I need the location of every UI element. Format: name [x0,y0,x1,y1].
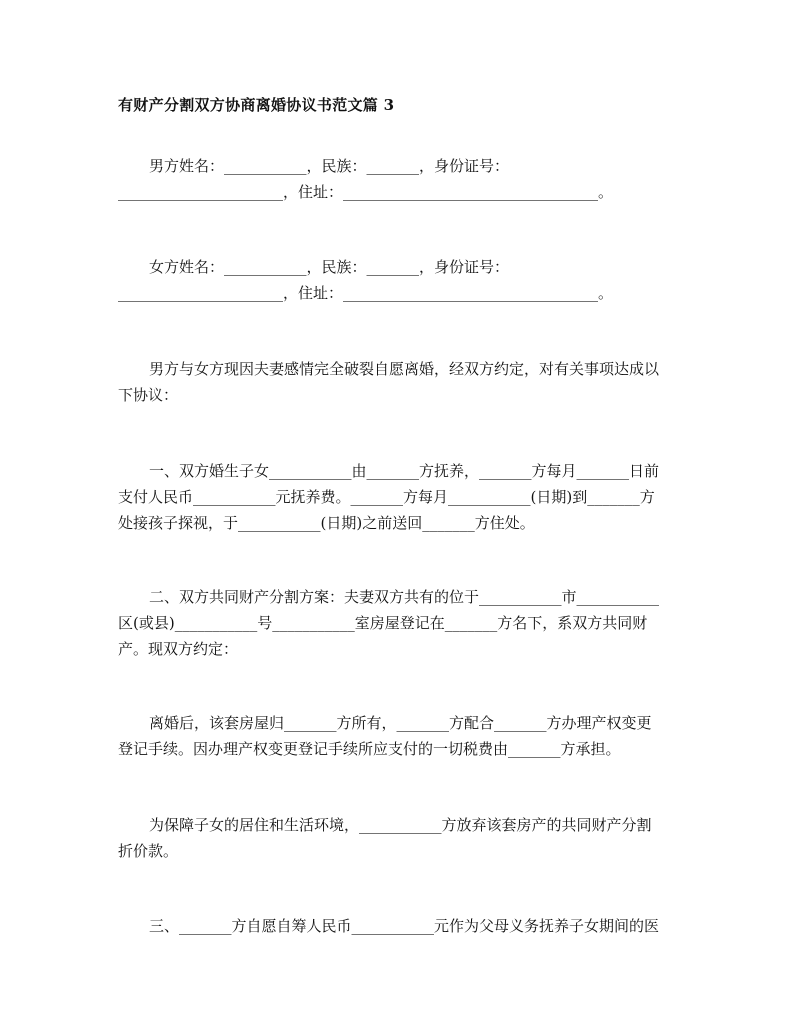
husband-info-line-1: 男方姓名：___________，民族：_______，身份证号： [149,157,510,175]
clause-2-children-housing [118,812,683,864]
clause-3-medical-expenses [118,913,683,939]
preamble-line-2: 下协议： [118,386,179,404]
clause-1-line-1: 一、双方婚生子女___________由_______方抚养，_______方每月_______日前 [149,462,660,480]
clause-3-line-1: 三、_______方自愿自筹人民币___________元作为父母义务抚养子女期间的医 [149,917,660,935]
house-ownership-line-1: 离婚后，该套房屋归_______方所有，_______方配合_______方办理产权变更 [149,714,652,732]
clause-2-line-3: 产。现双方约定： [118,640,239,658]
clause-2-line-1: 二、双方共同财产分割方案：夫妻双方共有的位于___________市___________ [149,588,660,606]
children-housing-line-1: 为保障子女的居住和生活环境，___________方放弃该套房产的共同财产分割 [149,816,652,834]
wife-info-paragraph [118,254,683,306]
husband-info-paragraph [118,153,683,205]
preamble-line-1: 男方与女方现因夫妻感情完全破裂自愿离婚，经双方约定，对有关事项达成以 [149,360,660,378]
clause-1-child-custody [118,458,683,536]
wife-info-line-1: 女方姓名：___________，民族：_______，身份证号： [149,258,510,276]
wife-info-line-2: ______________________，住址：__________________________________。 [118,284,614,302]
clause-2-property-division [118,584,683,662]
husband-info-line-2: ______________________，住址：__________________________________。 [118,183,614,201]
clause-1-line-3: 处接孩子探视，于___________(日期)之前送回_______方住处。 [118,514,535,532]
house-ownership-line-2: 登记手续。因办理产权变更登记手续所应支付的一切税费由_______方承担。 [118,740,621,758]
children-housing-line-2: 折价款。 [118,842,179,860]
clause-2-house-ownership [118,710,683,762]
clause-2-line-2: 区(或县)___________号___________室房屋登记在_______方名下，系双方共同财 [118,614,648,632]
document-title: 有财产分割双方协商离婚协议书范文篇 3 [118,96,395,114]
preamble-paragraph [118,356,683,408]
clause-1-line-2: 支付人民币___________元抚养费。_______方每月___________(日期)到_______方 [118,488,655,506]
